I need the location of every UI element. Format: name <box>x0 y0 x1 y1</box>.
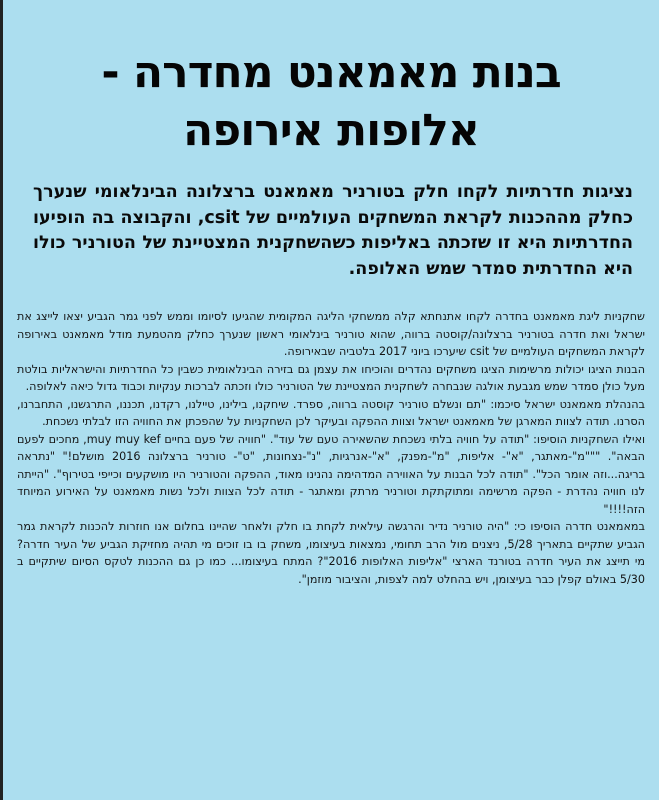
headline-line-1: בנות מאמאנט מחדרה - <box>101 47 561 98</box>
article-lead: נציגות חדרתיות לקחו חלק בטורניר מאמאנט ברצלונה הבינלאומי שנערך כחלק מההכנות לקראת המשחקים העולמיים של csit, והקבוצה בה הופיעו החדרתיות היא זו שזכתה באליפות כשהשחקנית המצטיינת של הטורניר כולו היא החדרתית סמדר שמש האלופה. <box>33 182 633 279</box>
body-paragraph: הבנות הציגו יכולות מרשימות הציגו משחקים נהדרים והוכיחו את עצמן גם בזירה הבינלאומית כשבין כל החדרתיות והישראליות בולטת מעל כולן סמדר שמש מגבעת אולגה שנבחרה לשחקנית המצטיינת של הטורניר כולו וזכתה לברכות ענקיות וכבוד גדול כיאה לאלופה. <box>17 362 645 393</box>
article-body <box>17 308 645 588</box>
headline-line-2: אלופות אירופה <box>183 105 479 156</box>
body-paragraph: בהנהלת מאמאנט ישראל סיכמו: "תם ונשלם טורניר קוסטה ברווה, ספרד. שיחקנו, בילינו, טיילנו, רקדנו, תכננו, התרגשנו, התחברנו, הסרנו. תודה לצוות המארגן של מאמאנט ישראל וצוות ההפקה ובעיקר לכן השחקניות על שהפכתן את החוויה הזו לבלתי נשכחת. <box>17 397 645 428</box>
body-paragraph: ואילו השחקניות הוסיפו: "תודה על חוויה בלתי נשכחת שהשאירה טעם של עוד". "חוויה של פעם בחיים muy muy kef, מחכים לפעם הבאה". """מ"-מאתגר, "א"- אליפות, "מ"-מפנק, "א"-אנרגיות, "נ"-נצחונות, "ט"- טורניר ברצלונה 2016 מושלם!" "נתראה בריגה...וזה אומר הכל". "תודה לכל הבנות על האווירה המדהימה נהנינו מאוד, ההפקה והטורניר היו מושקעים וכייפי בטירוף". "הייתה לנו חוויה נהדרת - הפקה מרשימה ומתוקתקת וטורניר מרתק ומאתגר - תודה לכל הצוות ולכל נשות מאמאנט על האירוע המיוחד הזה!!!!" <box>17 432 645 516</box>
body-paragraph: במאמאנט חדרה הוסיפו כי: "היה טורניר נדיר והרגשה עילאית לקחת בו חלק ולאחר שהיינו בחלום אנו חוזרות להכנות לקראת גמר הגביע שתקיים בתאריך 5/28, ניצנים מול הרב תחומי, נמצאות בעיצומו, משחק בו בו זוכים מי תהיה מחזיקת הגביע של העיר חדרה? מי תייצג את העיר חדרה בטורנד הארצי "אליפות האלופות 2016"? המתח בעיצומו... כמו כן גם ההכנות לטקס הסיום שיתקיים ב 5/30 באולם קפלן כבר בעיצומן, ויש בהחלט למה לצפות, והציבור מוזמן". <box>17 520 645 586</box>
article-headline <box>3 0 659 160</box>
body-paragraph: שחקניות ליגת מאמאנט בחדרה לקחו אתנחתא קלה ממשחקי הליגה המקומית שהגיעו לסיומו וממש לפני גמר הגביע יצאו לייצג את ישראל ואת חדרה בטורניר ברצלונה/קוסטה ברווה, שהוא טורניר בינלאומי ראשון שנערך כחלק מהטמעת מודל מאמאנט באירופה לקראת המשחקים העולמיים של csit שיערכו ביוני 2017 בלטביה שבאירופה. <box>17 310 645 358</box>
